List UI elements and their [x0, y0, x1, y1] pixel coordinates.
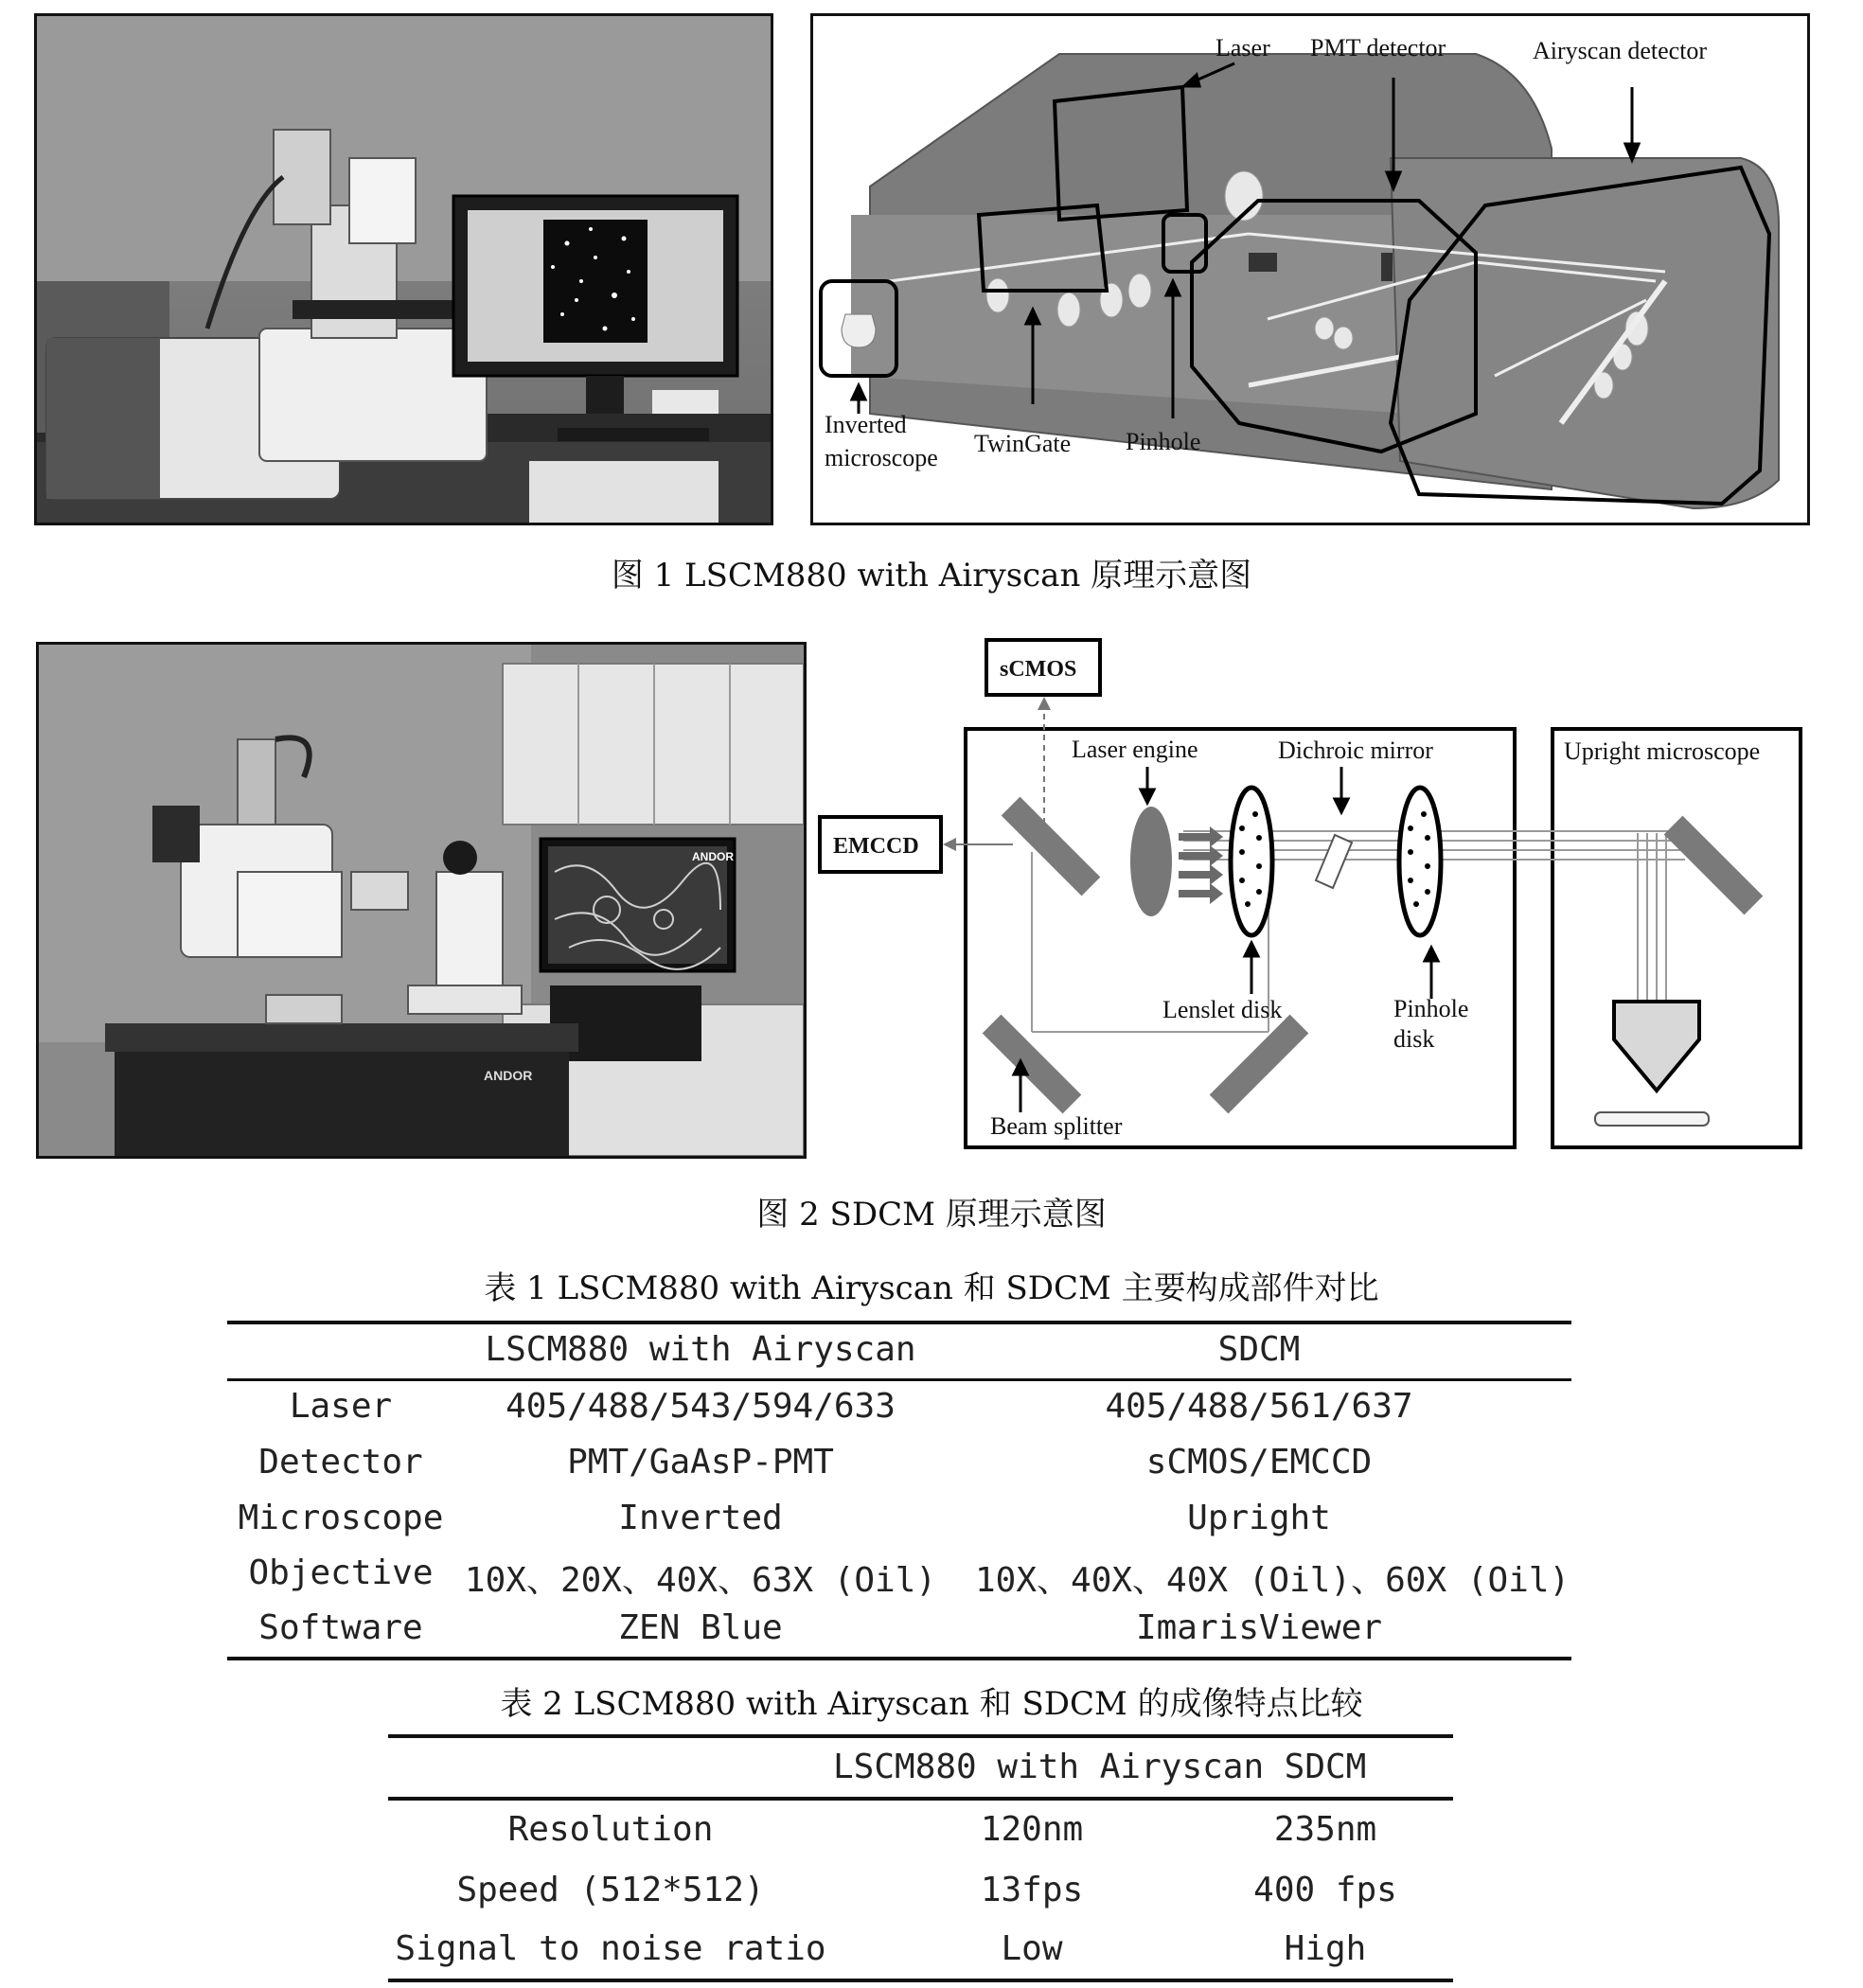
figure2-photo: [36, 642, 807, 1159]
table1-cell: sCMOS/EMCCD: [1145, 1443, 1373, 1482]
table2-cell: 120nm: [980, 1810, 1084, 1849]
table2-header-sdcm: SDCM: [1284, 1748, 1367, 1786]
sdcm-photo-illustration: [39, 645, 804, 1156]
figure1-photo: [34, 13, 773, 525]
table1-caption: 表 1 LSCM880 with Airyscan 和 SDCM 主要构成部件对比: [484, 1269, 1379, 1307]
label-pinhole-disk-2: disk: [1393, 1025, 1435, 1053]
table2-top-rule: [388, 1734, 1453, 1738]
table1-row-label: Software: [258, 1608, 423, 1647]
figure1-diagram: [810, 13, 1810, 525]
table1-cell: 405/488/561/637: [1105, 1387, 1413, 1426]
label-pmt-detector: PMT detector: [1310, 34, 1446, 62]
andor-table-text: ANDOR: [484, 1068, 533, 1083]
table2-bottom-rule: [388, 1979, 1453, 1982]
table2-caption: 表 2 LSCM880 with Airyscan 和 SDCM 的成像特点比较: [500, 1685, 1363, 1723]
label-dichroic-mirror: Dichroic mirror: [1278, 737, 1433, 764]
table2-row-label: Signal to noise ratio: [395, 1929, 826, 1968]
table1-row-label: Microscope: [238, 1499, 444, 1537]
label-pinhole-disk-1: Pinhole: [1393, 995, 1469, 1022]
label-scmos: sCMOS: [1000, 657, 1077, 682]
table1: [227, 1321, 1571, 1661]
table2-row-label: Speed (512*512): [456, 1871, 765, 1909]
table1-top-rule: [227, 1321, 1571, 1324]
table1-cell: 10X、40X、40X (Oil)、60X (Oil): [975, 1561, 1570, 1600]
table2-cell: 400 fps: [1253, 1871, 1397, 1909]
table1-row-label: Objective: [248, 1553, 434, 1592]
table2-header-rule: [388, 1797, 1453, 1801]
table1-cell: Inverted: [618, 1499, 783, 1537]
table1-header-sdcm: SDCM: [1217, 1330, 1301, 1369]
sdcm-schematic: [814, 634, 1808, 1155]
table1-cell: Upright: [1187, 1499, 1331, 1537]
table1-cell: 10X、20X、40X、63X (Oil): [464, 1561, 937, 1600]
table2-header-lscm: LSCM880 with Airyscan: [833, 1748, 1265, 1786]
label-laser-engine: Laser engine: [1072, 736, 1198, 763]
label-pinhole: Pinhole: [1126, 428, 1201, 455]
figure1-caption: 图 1 LSCM880 with Airyscan 原理示意图: [611, 557, 1252, 595]
table1-header-rule: [227, 1378, 1571, 1381]
label-airyscan-detector: Airyscan detector: [1533, 37, 1708, 64]
lscm880-photo-illustration: [37, 16, 771, 523]
table1-cell: 405/488/543/594/633: [506, 1387, 896, 1426]
table1-row-label: Laser: [289, 1387, 393, 1426]
label-microscope: microscope: [825, 444, 938, 471]
label-lenslet-disk: Lenslet disk: [1162, 996, 1283, 1023]
table1-bottom-rule: [227, 1657, 1571, 1660]
figure2-caption: 图 2 SDCM 原理示意图: [756, 1196, 1107, 1234]
label-beam-splitter: Beam splitter: [990, 1112, 1123, 1140]
lscm880-airyscan-schematic: [813, 16, 1807, 523]
table2-row-label: Resolution: [507, 1810, 714, 1849]
table1-cell: PMT/GaAsP-PMT: [567, 1443, 834, 1482]
andor-screen-text: ANDOR: [692, 850, 734, 863]
label-laser: Laser: [1215, 34, 1270, 62]
table2: [388, 1734, 1453, 1985]
label-inverted: Inverted: [825, 411, 907, 438]
table2-cell: High: [1284, 1929, 1367, 1968]
table2-cell: 235nm: [1273, 1810, 1377, 1849]
table1-header-lscm: LSCM880 with Airyscan: [485, 1330, 916, 1369]
label-upright-microscope: Upright microscope: [1564, 737, 1761, 765]
table1-cell: ZEN Blue: [618, 1608, 783, 1647]
table1-row-label: Detector: [258, 1443, 423, 1482]
table1-cell: ImarisViewer: [1135, 1608, 1383, 1647]
table2-cell: 13fps: [980, 1871, 1084, 1909]
label-emccd: EMCCD: [833, 834, 919, 859]
label-twingate: TwinGate: [974, 430, 1072, 457]
table2-cell: Low: [1001, 1929, 1063, 1968]
